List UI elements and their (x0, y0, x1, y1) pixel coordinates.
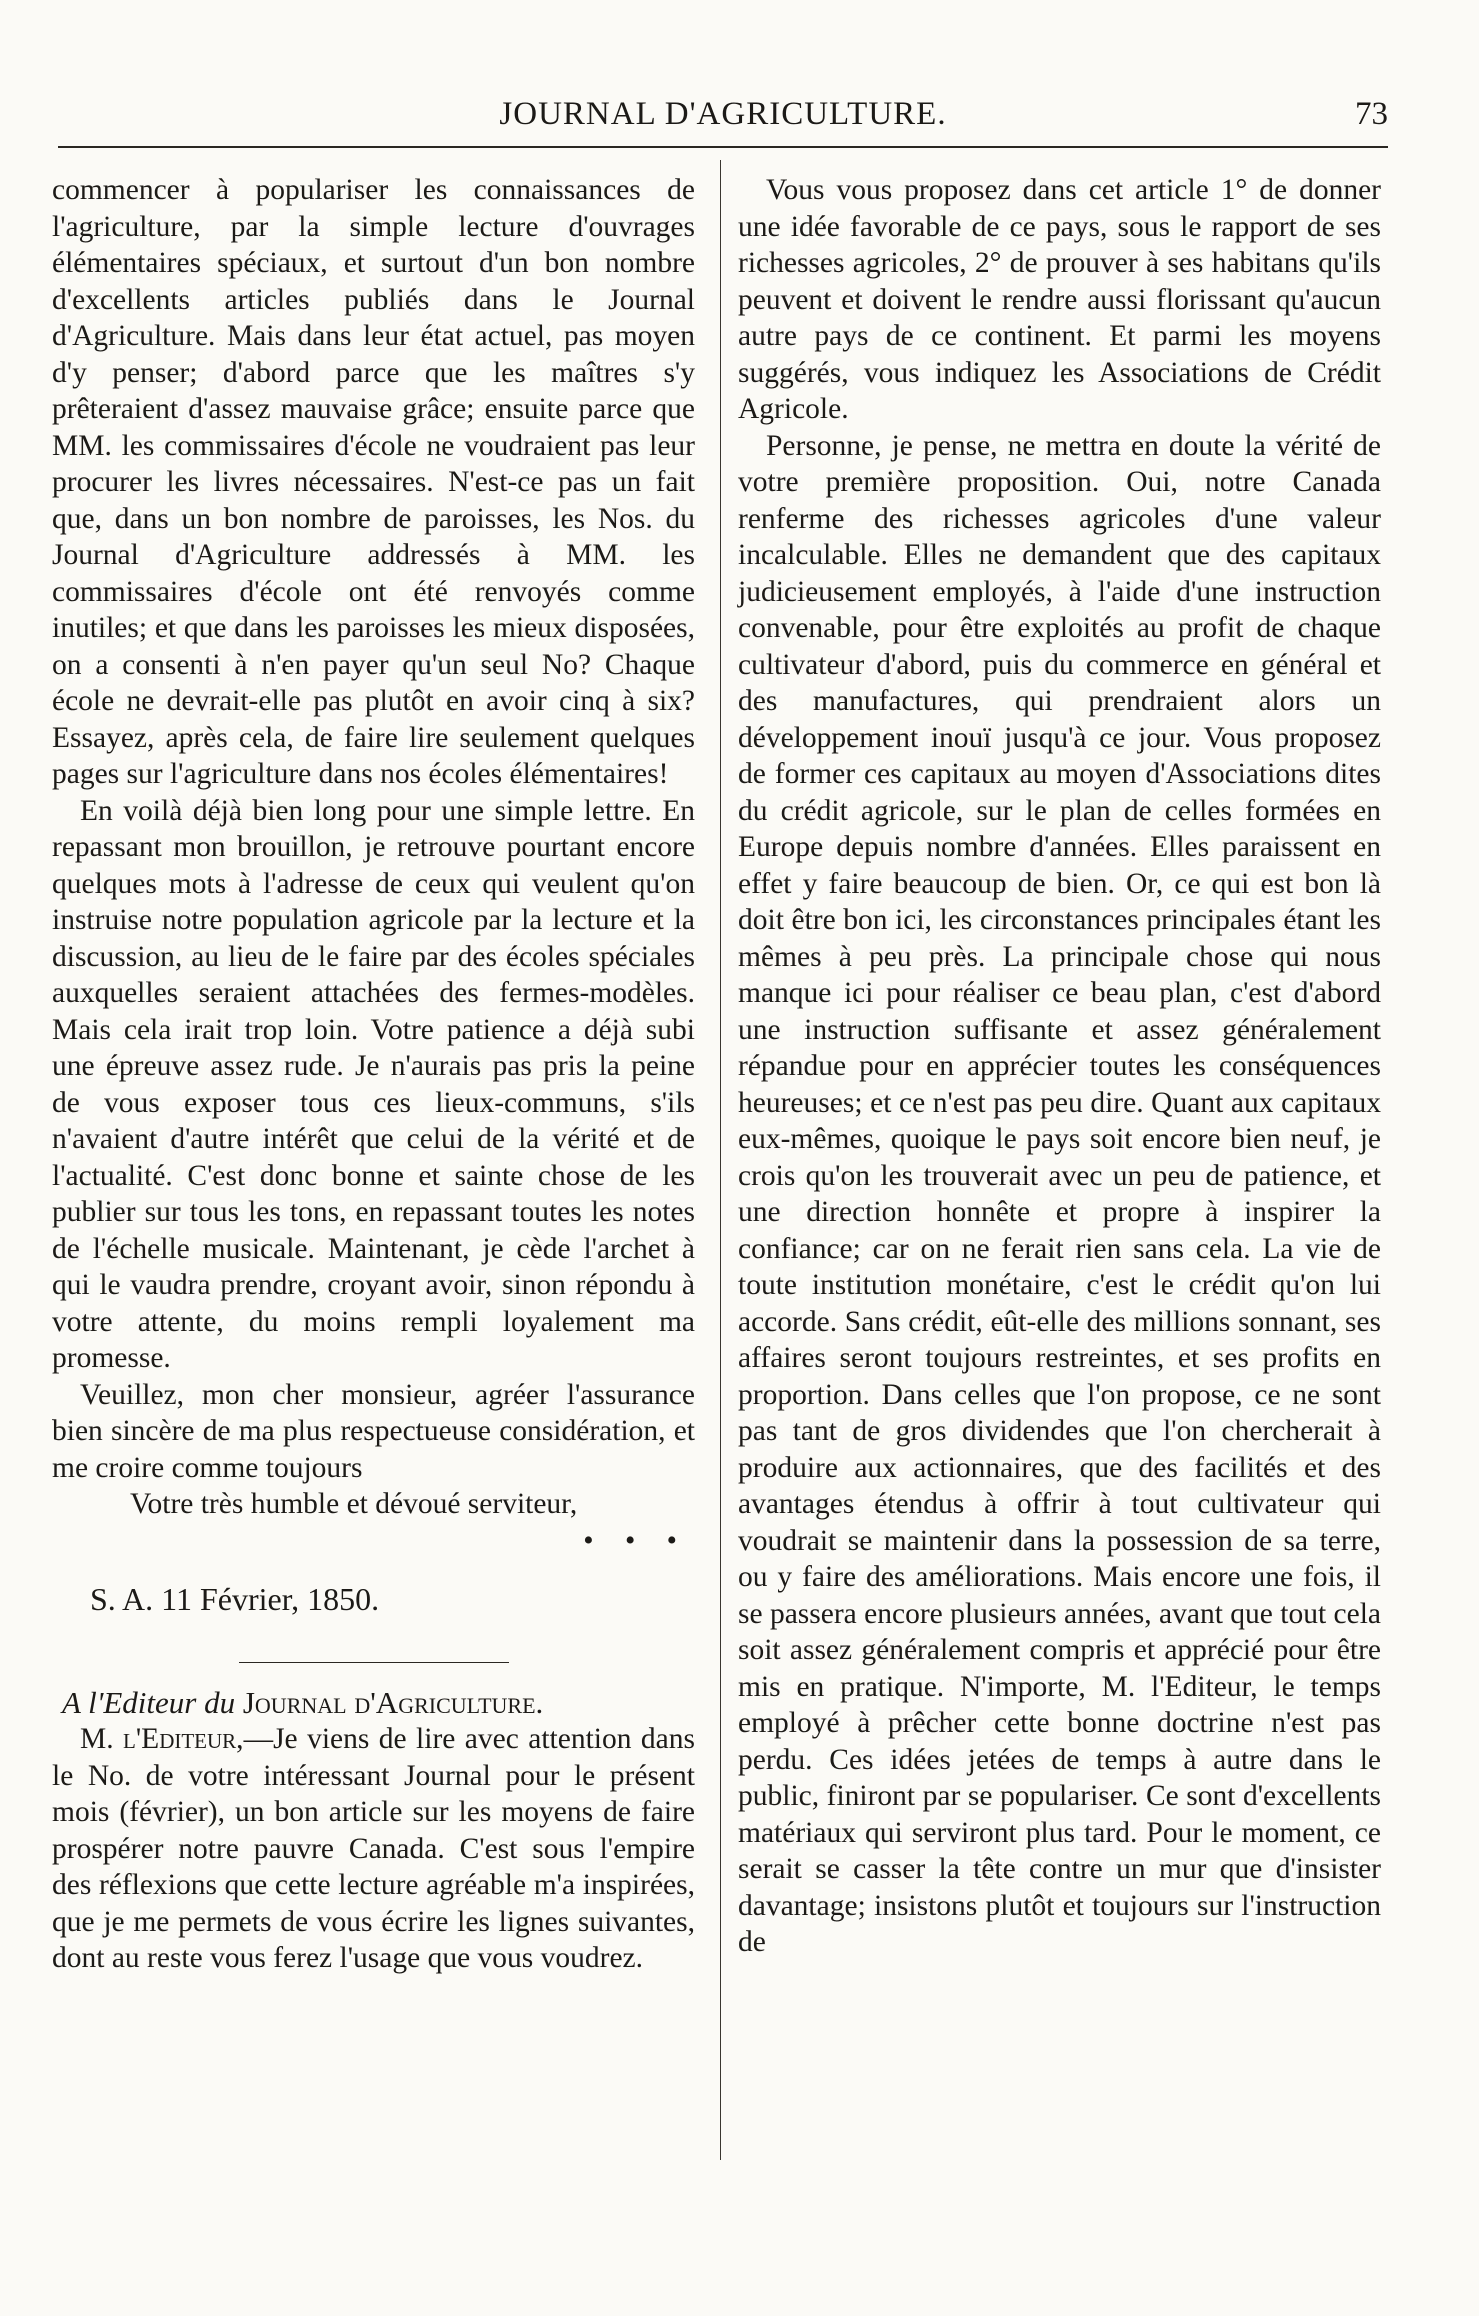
header-rule (58, 146, 1388, 148)
paragraph-continuation: commencer à populariser les connaissances de l'agriculture, par la simple lecture d'ouvrages élémentaires spéciaux, et surtout d'un bon nombre d'excellents articles publiés dans le Journal d'Agriculture. Mais dans leur état actuel, pas moyen d'y penser; d'abord parce que les maîtres s'y prêteraient d'assez mauvaise grâce; ensuite parce que MM. les commissaires d'école ne voudraient pas leur procurer les livres nécessaires. N'est-ce pas un fait que, dans un bon nombre de paroisses, les Nos. du Journal d'Agriculture addressés à MM. les commissaires d'école ont été renvoyés comme inutiles; et que dans les paroisses les mieux disposées, on a consenti à n'en payer qu'un seul No? Chaque école ne devrait-elle pas plutôt en avoir cinq à six? Essayez, après cela, de faire lire seulement quelques pages sur l'agriculture dans nos écoles élémentaires! (52, 174, 695, 790)
heading-journal-title: Journal d'Agriculture. (242, 1684, 544, 1720)
page-header (58, 96, 1388, 146)
section-divider (239, 1662, 509, 1663)
right-column (738, 172, 1381, 1961)
letter-closing: Votre très humble et dévoué serviteur, (130, 1488, 578, 1520)
left-column (52, 172, 695, 1977)
paragraph: Vous vous proposez dans cet article 1° de donner une idée favorable de ce pays, sous le rapport de ses richesses agricoles, 2° de prouver à ses habitans qu'ils peuvent et doivent le rendre aussi florissant qu'aucun autre pays de ce continent. Et parmi les moyens suggérés, vous indiquez les Associations de Crédit Agricole. (738, 174, 1381, 425)
paragraph: En voilà déjà bien long pour une simple lettre. En repassant mon brouillon, je retrouve pourtant encore quelques mots à l'adresse de ceux qui veulent qu'on instruise notre population agricole par la lecture et la discussion, au lieu de le faire par des écoles spéciales auxquelles seraient attachées des fermes-modèles. Mais cela irait trop loin. Votre patience a déjà subi une épreuve assez rude. Je n'aurais pas pris la peine de vous exposer tous ces lieux-communs, s'ils n'avaient d'autre intérêt que celui de la vérité et de l'actualité. C'est donc bonne et sainte chose de les publier sur tous les tons, en repassant toutes les notes de l'échelle musicale. Maintenant, je cède l'archet à qui le vaudra prendre, croyant avoir, sinon répondu à votre attente, du moins rempli loyalement ma promesse. (52, 794, 695, 1374)
salutation: M. l'Editeur, (80, 1723, 244, 1755)
paragraph-body: —Je viens de lire avec attention dans le No. de votre intéressant Journal pour le présent mois (février), un bon article sur les moyens de faire prospérer notre pauvre Canada. C'est sous l'empire des réflexions que cette lecture agréable m'a inspirées, que je me permets de vous écrire les lignes suivantes, dont au reste vous ferez l'usage que vous voudrez. (52, 1723, 695, 1974)
letter-date: S. A. 11 Février, 1850. (90, 1581, 380, 1617)
paragraph: Personne, je pense, ne mettra en doute la vérité de votre première proposition. Oui, notre Canada renferme des richesses agricoles d'une valeur incalculable. Elles ne demandent que des capitaux judicieusement employés, à l'aide d'une instruction convenable, pour être exploités au profit de chaque cultivateur d'abord, puis du commerce en général et des manufactures, qui prendraient alors un développement inouï jusqu'à ce jour. Vous proposez de former ces capitaux au moyen d'Associations dites du crédit agricole, sur le plan de celles formées en Europe depuis nombre d'années. Elles paraissent en effet y faire beaucoup de bien. Or, ce qui est bon là doit être bon ici, les circonstances principales étant les mêmes à peu près. La principale chose qui nous manque ici pour réaliser ce beau plan, c'est d'abord une instruction suffisante et assez généralement répandue pour en apprécier toutes les conséquences heureuses; et ce n'est pas peu dire. Quant aux capitaux eux-mêmes, quoique le pays soit encore bien neuf, je crois qu'on les trouverait avec un peu de patience, et une direction honnête et propre à inspirer la confiance; car on ne ferait rien sans cela. La vie de toute institution monétaire, c'est le crédit qu'on lui accorde. Sans crédit, eût-elle des millions sonnant, ses affaires seront toujours restreintes, et ses profits en proportion. Dans celles que l'on propose, ce ne sont pas tant de gros dividendes que l'on chercherait à produire aux actionnaires, que des facilités et des avantages étendus à offrir à tout cultivateur qui voudrait se maintenir dans la possession de sa terre, ou y faire des améliorations. Mais encore une fois, il se passera encore plusieurs années, avant que tout cela soit assez généralement compris et apprécié pour être mis en pratique. N'importe, M. l'Editeur, le temps employé à prêcher cette bonne doctrine n'est pas perdu. Ces idées jetées de temps à autre dans le public, finiront par se populariser. Ce sont d'excellents matériaux qui serviront plus tard. Pour le moment, ce serait se casser la tête contre un mur que d'insister davantage; insistons plutôt et toujours sur l'instruction de (738, 429, 1381, 1958)
page-title: JOURNAL D'AGRICULTURE. (499, 96, 947, 132)
paragraph (52, 1721, 695, 1977)
page-number: 73 (1355, 96, 1388, 132)
letter-heading (52, 1685, 695, 1722)
paragraph: Veuillez, mon cher monsieur, agréer l'assurance bien sincère de ma plus respectueuse considération, et me croire comme toujours (52, 1378, 695, 1484)
column-divider (720, 160, 721, 2160)
heading-prefix: A l'Editeur du (62, 1684, 236, 1720)
signature: • • • (583, 1524, 689, 1557)
